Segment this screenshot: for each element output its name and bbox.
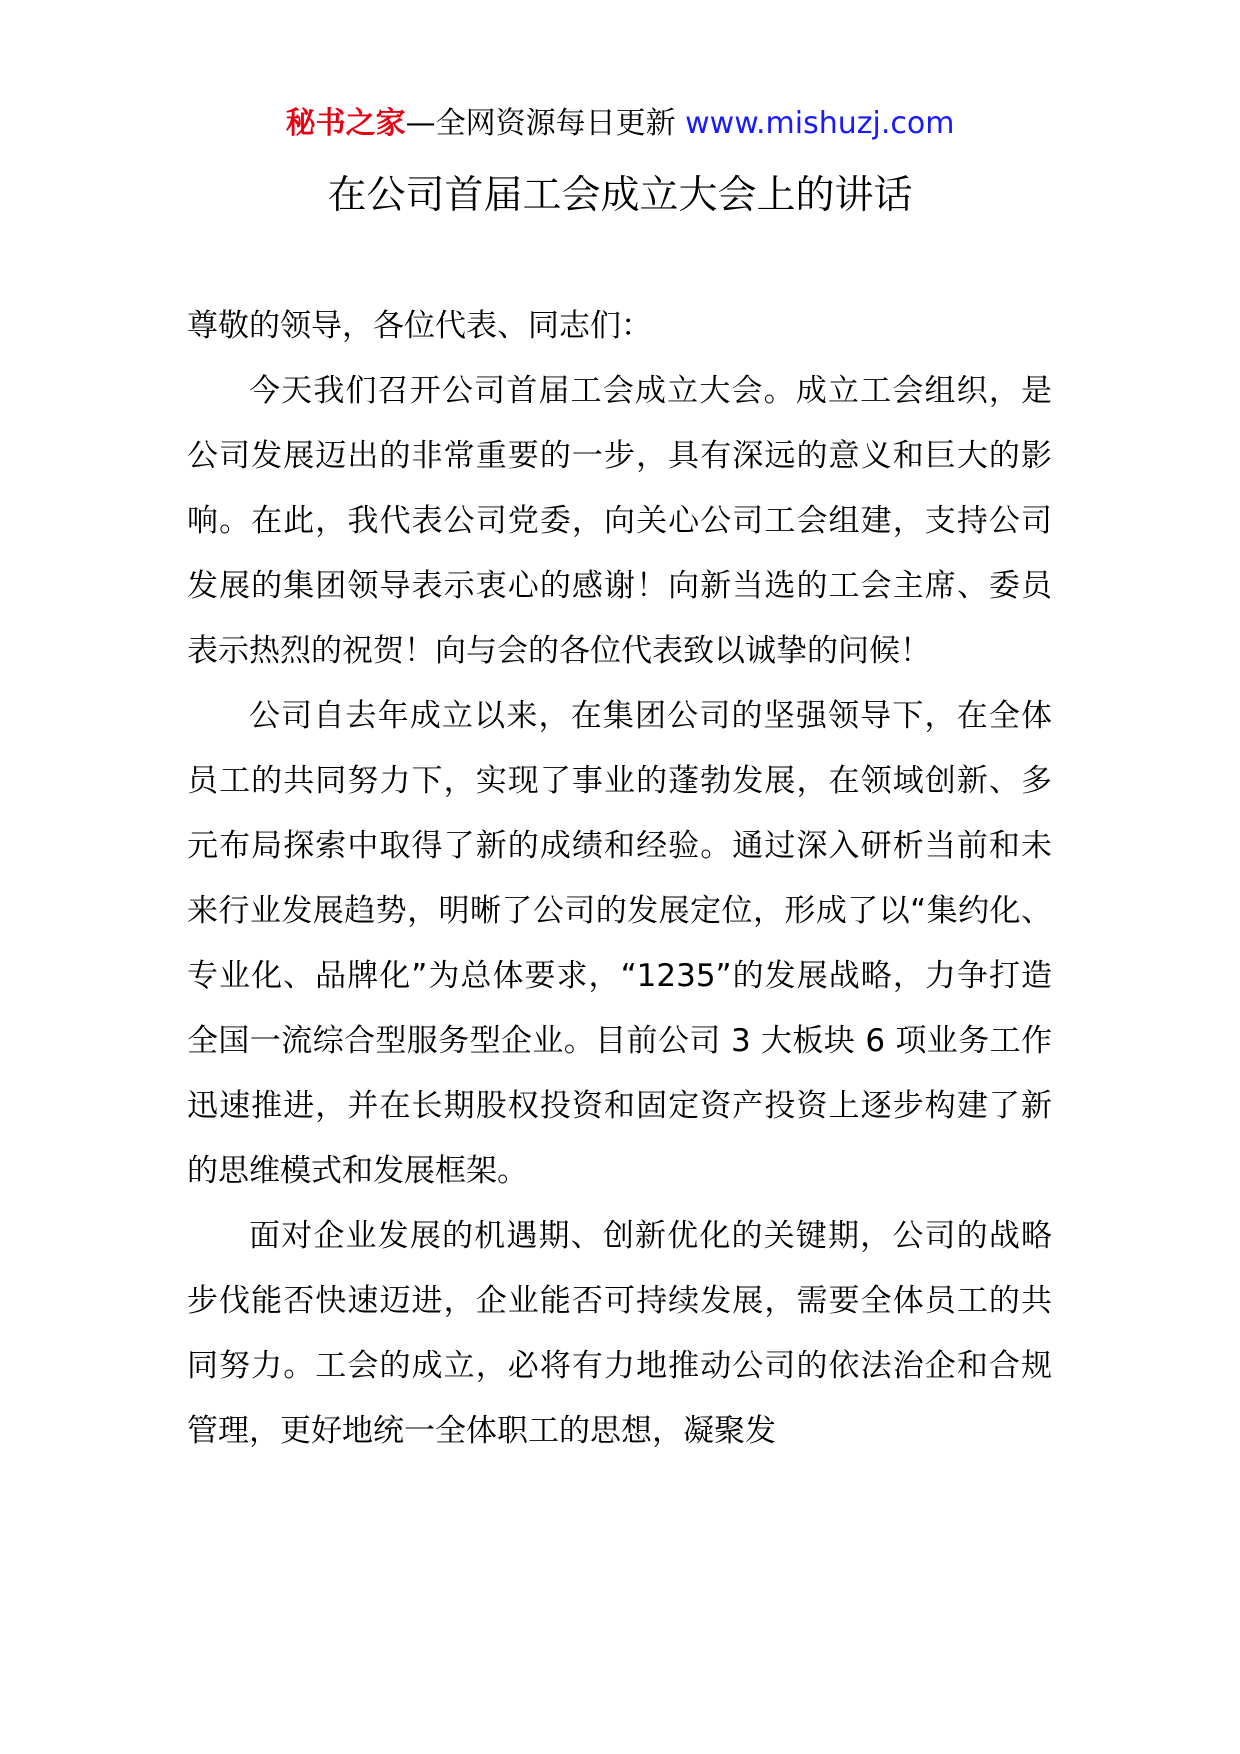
body-paragraph: 今天我们召开公司首届工会成立大会。成立工会组织，是公司发展迈出的非常重要的一步，具有深远的意义和巨大的影响。在此，我代表公司党委，向关心公司工会组建，支持公司发展的集团领导表示衷心的感谢！向新当选的工会主席、委员表示热烈的祝贺！向与会的各位代表致以诚挚的问候！ [187,373,1052,669]
document-body [187,294,1052,1464]
salutation: 尊敬的领导，各位代表、同志们： [187,308,652,344]
site-brand-name: 秘书之家 [285,106,406,141]
site-url-link[interactable]: www.mishuzj.com [685,106,955,141]
site-header [0,104,1240,144]
document-title: 在公司首届工会成立大会上的讲话 [327,173,913,218]
body-paragraph: 公司自去年成立以来，在集团公司的坚强领导下，在全体员工的共同努力下，实现了事业的蓬勃发展，在领域创新、多元布局探索中取得了新的成绩和经验。通过深入研析当前和未来行业发展趋势，明晰了公司的发展定位，形成了以“集约化、专业化、品牌化”为总体要求，“1235”的发展战略，力争打造全国一流综合型服务型企业。目前公司 3 大板块 6 项业务工作迅速推进，并在长期股权投资和固定资产投资上逐步构建了新的思维模式和发展框架。 [187,698,1052,1189]
body-paragraph: 面对企业发展的机遇期、创新优化的关键期，公司的战略步伐能否快速迈进，企业能否可持续发展，需要全体员工的共同努力。工会的成立，必将有力地推动公司的依法治企和合规管理，更好地统一全体职工的思想，凝聚发 [187,1218,1052,1449]
site-tagline: —全网资源每日更新 [405,106,676,141]
